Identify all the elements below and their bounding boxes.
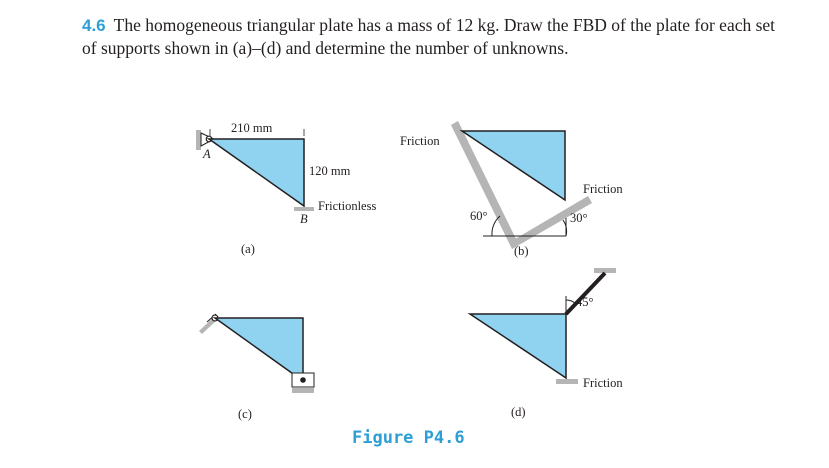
label-c: (c) — [238, 407, 252, 421]
dim-height-a: 120 mm — [309, 164, 351, 178]
friction-left-b: Friction — [400, 134, 440, 148]
angle-right-b: 30° — [570, 211, 588, 225]
ground-c — [292, 388, 314, 393]
problem-number: 4.6 — [82, 16, 106, 35]
label-b: (b) — [514, 244, 529, 258]
floor-d — [556, 379, 578, 384]
plate-c — [215, 318, 303, 381]
friction-right-b: Friction — [583, 182, 623, 196]
pin-c — [300, 377, 306, 383]
frictionless-label: Frictionless — [318, 199, 377, 213]
diagram-c — [199, 314, 314, 393]
angle-cable-d: 45° — [576, 295, 594, 309]
label-d: (d) — [511, 405, 526, 419]
label-a: (a) — [241, 242, 255, 256]
diagram-a — [196, 129, 314, 211]
diagram-d — [470, 268, 616, 384]
angle-left-b: 60° — [470, 209, 488, 223]
wall-a — [196, 130, 201, 150]
plate-d — [470, 314, 566, 378]
ceiling-d — [594, 268, 616, 273]
problem-text: The homogeneous triangular plate has a mass of 12 kg. Draw the FBD of the plate for each set of supports shown in (a)–(d) and determine the number of unknowns. — [82, 15, 776, 58]
plate-a — [209, 139, 304, 206]
diagram-b — [451, 121, 592, 249]
point-a-label: A — [203, 147, 211, 161]
floor-b — [294, 207, 314, 211]
point-b-label: B — [300, 212, 308, 226]
figure-caption: Figure P4.6 — [352, 428, 465, 448]
dim-width-a: 210 mm — [231, 121, 273, 135]
friction-d: Friction — [583, 376, 623, 390]
